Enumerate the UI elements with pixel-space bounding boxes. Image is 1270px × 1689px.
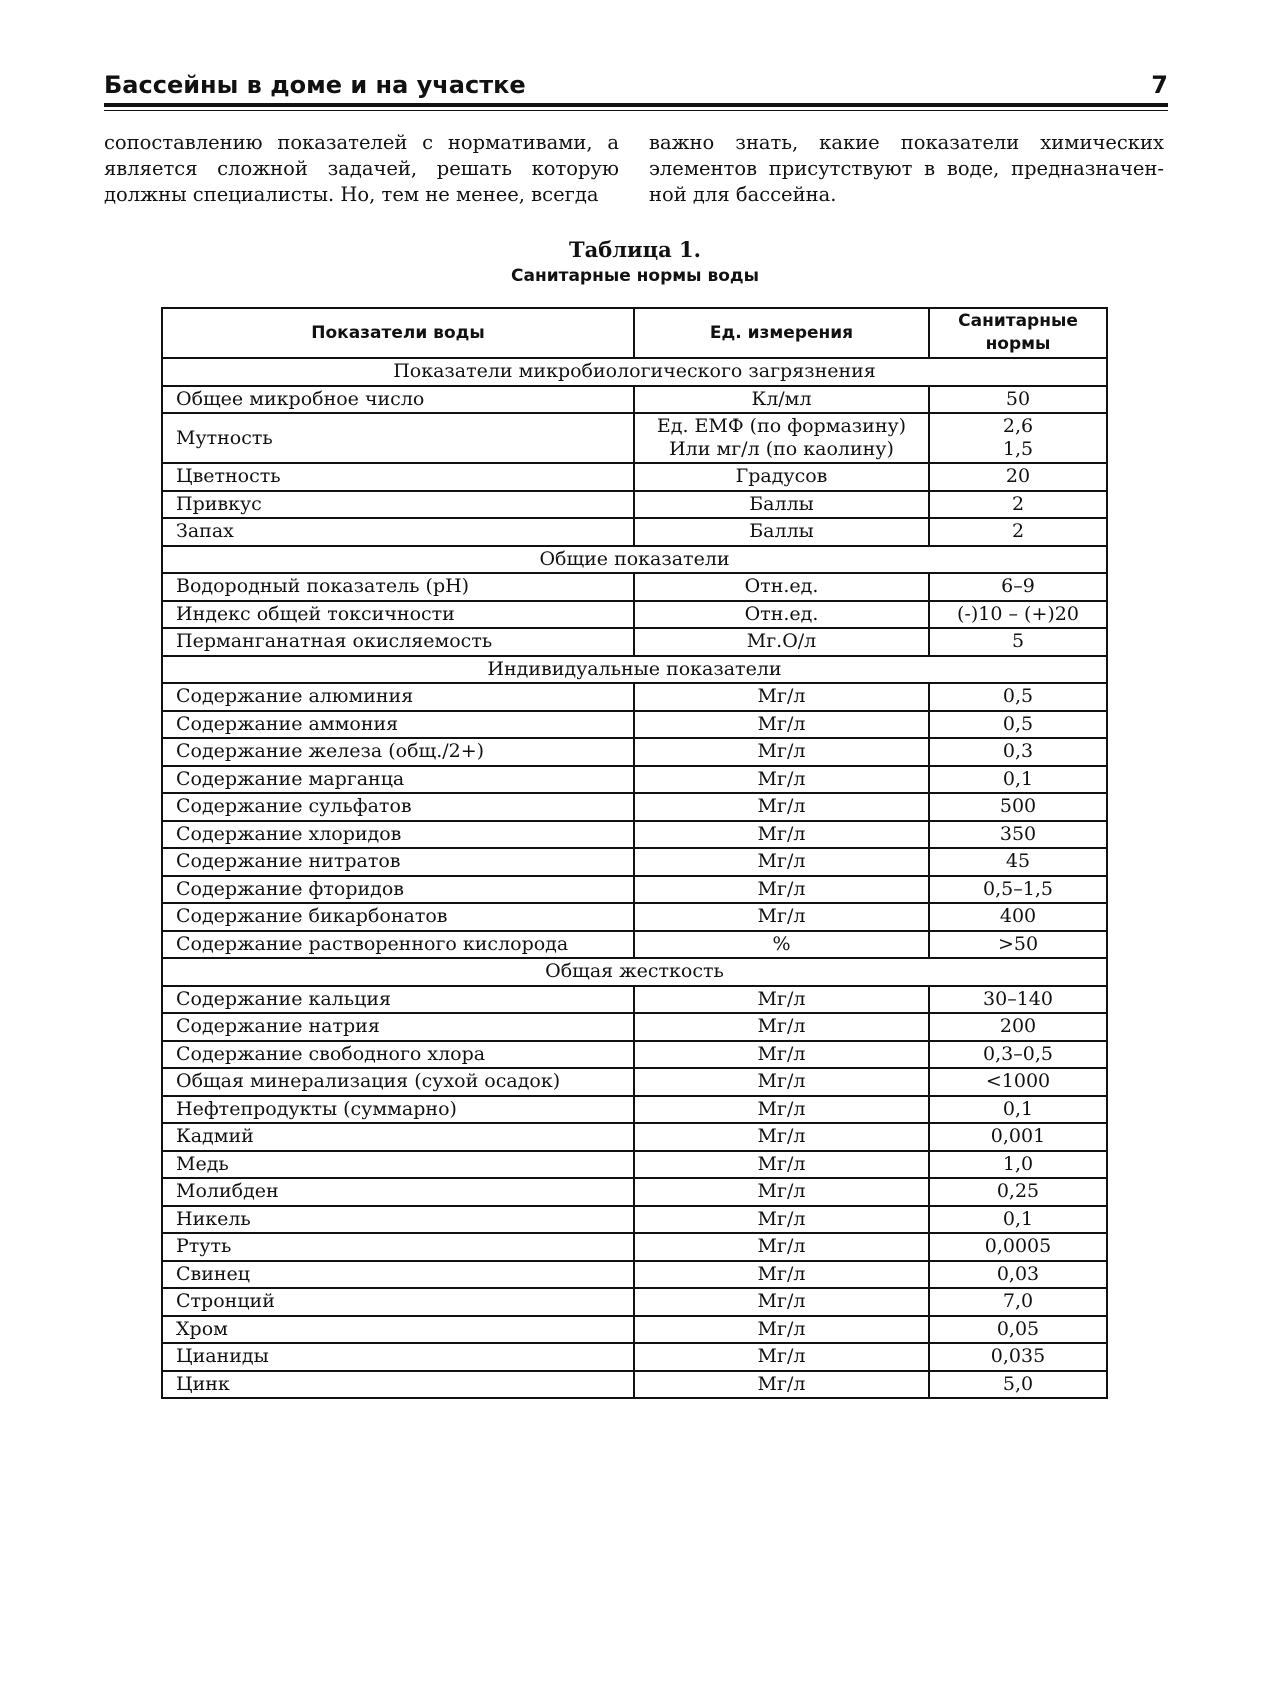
section-title: Показатели микробиологического загрязнения [162, 358, 1107, 386]
norm-cell: 0,05 [929, 1316, 1107, 1344]
table-row [162, 518, 1107, 546]
norm-cell: 0,001 [929, 1123, 1107, 1151]
norm-cell: 0,1 [929, 766, 1107, 794]
unit-cell: Мг/л [634, 1151, 929, 1179]
unit-cell: Мг/л [634, 903, 929, 931]
unit-cell: Мг/л [634, 1371, 929, 1399]
table-row [162, 766, 1107, 794]
table-row [162, 903, 1107, 931]
table-row [162, 1013, 1107, 1041]
unit-cell: Мг/л [634, 1288, 929, 1316]
indicator-name: Стронций [162, 1288, 634, 1316]
table-row [162, 1123, 1107, 1151]
indicator-name: Цианиды [162, 1343, 634, 1371]
norm-cell: 0,25 [929, 1178, 1107, 1206]
norm-cell: 0,0005 [929, 1233, 1107, 1261]
indicator-name: Содержание сульфатов [162, 793, 634, 821]
page-header [104, 70, 1168, 110]
indicator-name: Нефтепродукты (суммарно) [162, 1096, 634, 1124]
unit-cell: Мг/л [634, 848, 929, 876]
indicator-name: Перманганатная окисляемость [162, 628, 634, 656]
indicator-name: Содержание свободного хлора [162, 1041, 634, 1069]
norm-cell: >50 [929, 931, 1107, 959]
table-row [162, 463, 1107, 491]
unit-cell: Отн.ед. [634, 601, 929, 629]
norm-cell: 7,0 [929, 1288, 1107, 1316]
unit-cell: Кл/мл [634, 386, 929, 414]
indicator-name: Общее микробное число [162, 386, 634, 414]
indicator-name: Содержание нитратов [162, 848, 634, 876]
table-row [162, 931, 1107, 959]
header-indicator: Показатели воды [162, 308, 634, 358]
table-row [162, 1233, 1107, 1261]
table-row [162, 1316, 1107, 1344]
page-number: 7 [1151, 71, 1168, 99]
unit-cell: Мг/л [634, 683, 929, 711]
table-row [162, 1096, 1107, 1124]
indicator-name: Содержание фторидов [162, 876, 634, 904]
unit-cell: Мг/л [634, 1013, 929, 1041]
norm-cell-line: 1,5 [1002, 438, 1034, 460]
norm-cell: 30–140 [929, 986, 1107, 1014]
unit-cell: Мг/л [634, 1068, 929, 1096]
norm-cell: 0,1 [929, 1096, 1107, 1124]
table-row [162, 413, 1107, 463]
section-title: Общая жесткость [162, 958, 1107, 986]
norm-cell: (-)10 – (+)20 [929, 601, 1107, 629]
header-norm-line1: Санитарные [958, 311, 1078, 331]
indicator-name: Никель [162, 1206, 634, 1234]
norm-cell: 0,5–1,5 [929, 876, 1107, 904]
norm-cell: <1000 [929, 1068, 1107, 1096]
indicator-name: Содержание бикарбонатов [162, 903, 634, 931]
norm-cell: 0,3 [929, 738, 1107, 766]
table-row [162, 1151, 1107, 1179]
table-subtitle: Санитарные нормы воды [511, 266, 759, 286]
unit-cell: Мг/л [634, 986, 929, 1014]
unit-cell: Градусов [634, 463, 929, 491]
table-body [162, 358, 1107, 1398]
unit-cell: Мг/л [634, 738, 929, 766]
indicator-name: Общая минерализация (сухой осадок) [162, 1068, 634, 1096]
unit-cell: Мг/л [634, 766, 929, 794]
intro-paragraph-right: важно знать, какие показатели химических элементов присутствуют в воде, предназначенной для бассейна. [649, 131, 1164, 206]
table-row [162, 1288, 1107, 1316]
norm-cell: 400 [929, 903, 1107, 931]
indicator-name: Цинк [162, 1371, 634, 1399]
indicator-name: Ртуть [162, 1233, 634, 1261]
norm-cell: 0,5 [929, 711, 1107, 739]
table-row [162, 848, 1107, 876]
table-header-row [162, 308, 1107, 358]
unit-cell: Мг/л [634, 1123, 929, 1151]
table-row [162, 821, 1107, 849]
norm-cell: 200 [929, 1013, 1107, 1041]
indicator-name: Содержание марганца [162, 766, 634, 794]
indicator-name: Содержание хлоридов [162, 821, 634, 849]
indicator-name: Медь [162, 1151, 634, 1179]
table-row [162, 601, 1107, 629]
section-row [162, 358, 1107, 386]
table-row [162, 628, 1107, 656]
indicator-name: Содержание железа (общ./2+) [162, 738, 634, 766]
norm-cell: 20 [929, 463, 1107, 491]
table-row [162, 1068, 1107, 1096]
norm-cell: 0,03 [929, 1261, 1107, 1289]
table-row [162, 683, 1107, 711]
indicator-name: Водородный показатель (pH) [162, 573, 634, 601]
indicator-name: Молибден [162, 1178, 634, 1206]
norm-cell: 45 [929, 848, 1107, 876]
norm-cell: 50 [929, 386, 1107, 414]
norm-cell: 1,0 [929, 1151, 1107, 1179]
table-row [162, 573, 1107, 601]
unit-cell: Мг.О/л [634, 628, 929, 656]
unit-cell: Мг/л [634, 793, 929, 821]
section-row [162, 958, 1107, 986]
table-row [162, 386, 1107, 414]
running-title: Бассейны в доме и на участке [104, 71, 526, 99]
indicator-name: Содержание алюминия [162, 683, 634, 711]
norm-cell: 500 [929, 793, 1107, 821]
unit-cell: Мг/л [634, 711, 929, 739]
table-row [162, 986, 1107, 1014]
unit-cell: Мг/л [634, 1178, 929, 1206]
norm-cell: 6–9 [929, 573, 1107, 601]
unit-cell: Мг/л [634, 1233, 929, 1261]
section-row [162, 546, 1107, 574]
unit-cell: Отн.ед. [634, 573, 929, 601]
header-norm-line2: нормы [985, 334, 1051, 354]
norm-cell: 0,5 [929, 683, 1107, 711]
unit-cell: Мг/л [634, 1096, 929, 1124]
header-unit: Ед. измерения [634, 308, 929, 358]
section-row [162, 656, 1107, 684]
indicator-name: Кадмий [162, 1123, 634, 1151]
section-title: Общие показатели [162, 546, 1107, 574]
indicator-name: Содержание аммония [162, 711, 634, 739]
norm-cell: 0,1 [929, 1206, 1107, 1234]
table-row [162, 1343, 1107, 1371]
indicator-name: Мутность [162, 413, 634, 463]
unit-cell: Мг/л [634, 1316, 929, 1344]
indicator-name: Содержание растворенного кислорода [162, 931, 634, 959]
table-row [162, 1041, 1107, 1069]
unit-cell: Мг/л [634, 1041, 929, 1069]
norm-cell: 2 [929, 518, 1107, 546]
norm-cell: 0,035 [929, 1343, 1107, 1371]
table-row [162, 1178, 1107, 1206]
unit-cell-line: Или мг/л (по каолину) [669, 438, 894, 460]
norm-cell: 2 [929, 491, 1107, 519]
table-title: Таблица 1. [569, 237, 701, 262]
indicator-name: Цветность [162, 463, 634, 491]
table-row [162, 738, 1107, 766]
norm-cell: 5,0 [929, 1371, 1107, 1399]
unit-cell: % [634, 931, 929, 959]
header-norm [929, 308, 1107, 358]
norm-cell: 350 [929, 821, 1107, 849]
unit-cell: Мг/л [634, 821, 929, 849]
sanitary-norms-table [161, 307, 1108, 1399]
unit-cell: Баллы [634, 518, 929, 546]
header-rule [104, 103, 1168, 107]
norm-cell-line: 2,6 [1002, 415, 1034, 437]
norm-cell [929, 413, 1107, 463]
unit-cell-line: Ед. ЕМФ (по формазину) [656, 415, 907, 437]
unit-cell [634, 413, 929, 463]
unit-cell: Мг/л [634, 1343, 929, 1371]
indicator-name: Привкус [162, 491, 634, 519]
table-row [162, 793, 1107, 821]
indicator-name: Индекс общей токсичности [162, 601, 634, 629]
intro-paragraph-left: сопоставлению показателей с нормативами, а является сложной задачей, решать которую должны специалисты. Но, тем не менее, всегда [104, 131, 619, 206]
indicator-name: Содержание кальция [162, 986, 634, 1014]
table-row [162, 1206, 1107, 1234]
table-row [162, 491, 1107, 519]
header-rule-thin [104, 110, 1168, 111]
indicator-name: Свинец [162, 1261, 634, 1289]
table-row [162, 711, 1107, 739]
table-row [162, 1261, 1107, 1289]
section-title: Индивидуальные показатели [162, 656, 1107, 684]
unit-cell: Баллы [634, 491, 929, 519]
indicator-name: Запах [162, 518, 634, 546]
unit-cell: Мг/л [634, 1206, 929, 1234]
table-row [162, 876, 1107, 904]
table-row [162, 1371, 1107, 1399]
indicator-name: Хром [162, 1316, 634, 1344]
unit-cell: Мг/л [634, 876, 929, 904]
indicator-name: Содержание натрия [162, 1013, 634, 1041]
unit-cell: Мг/л [634, 1261, 929, 1289]
norm-cell: 0,3–0,5 [929, 1041, 1107, 1069]
norm-cell: 5 [929, 628, 1107, 656]
